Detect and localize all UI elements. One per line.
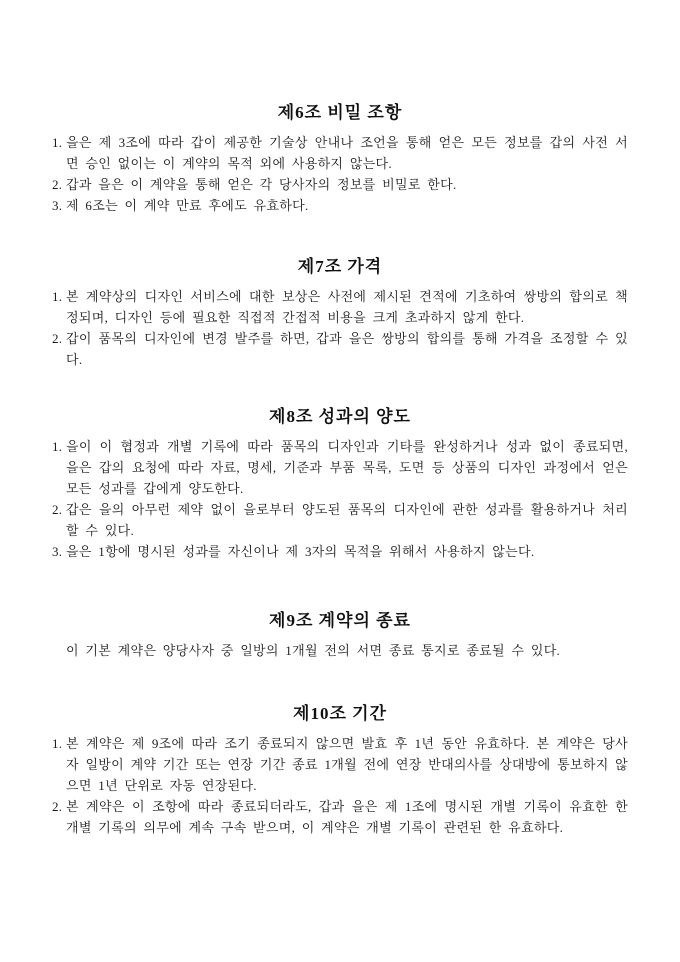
clause-item bbox=[52, 286, 628, 328]
clause-list bbox=[52, 286, 628, 370]
clause-item bbox=[52, 195, 628, 216]
section-title-article-6: 제6조 비밀 조항 bbox=[277, 103, 403, 122]
clause-text: 을은 1항에 명시된 성과를 자신이나 제 3자의 목적을 위해서 사용하지 않는다. bbox=[66, 544, 535, 559]
clause-item bbox=[52, 640, 628, 661]
clause-item bbox=[52, 436, 628, 499]
clause-list bbox=[52, 733, 628, 838]
clause-number: 3. bbox=[52, 544, 63, 559]
clause-number: 2. bbox=[52, 177, 63, 192]
clause-text: 본 계약은 제 9조에 따라 조기 종료되지 않으면 발효 후 1년 동안 유효하다. 본 계약은 당사자 일방이 계약 기간 또는 연장 기간 종료 1개월 전에 연장 반대의사를 상대방에 통보하지 않으면 1년 단위로 자동 연장된다. bbox=[66, 736, 628, 793]
section-article-9 bbox=[52, 612, 628, 661]
clause-text: 갑이 품목의 디자인에 변경 발주를 하면, 갑과 을은 쌍방의 합의를 통해 가격을 조정할 수 있다. bbox=[66, 331, 628, 367]
clause-text: 본 계약은 이 조항에 따라 종료되더라도, 갑과 을은 제 1조에 명시된 개별 기록이 유효한 한 개별 기록의 의무에 계속 구속 받으며, 이 계약은 개별 기록이 관련된 한 유효하다. bbox=[66, 799, 628, 835]
clause-number: 1. bbox=[52, 135, 63, 150]
clause-item bbox=[52, 796, 628, 838]
clause-text: 이 기본 계약은 양당사자 중 일방의 1개월 전의 서면 종료 통지로 종료될 수 있다. bbox=[66, 643, 561, 658]
clause-number: 1. bbox=[52, 289, 63, 304]
clause-text: 을이 이 협정과 개별 기록에 따라 품목의 디자인과 기타를 완성하거나 성과 없이 종료되면, 을은 갑의 요청에 따라 자료, 명세, 기준과 부품 목록, 도면 등 상품의 디자인 과정에서 얻은 모든 성과를 갑에게 양도한다. bbox=[66, 439, 628, 496]
clause-text: 을은 제 3조에 따라 갑이 제공한 기술상 안내나 조언을 통해 얻은 모든 정보를 갑의 사전 서면 승인 없이는 이 계약의 목적 외에 사용하지 않는다. bbox=[66, 135, 628, 171]
section-article-8 bbox=[52, 408, 628, 562]
clause-text: 갑과 을은 이 계약을 통해 얻은 각 당사자의 정보를 비밀로 한다. bbox=[66, 177, 457, 192]
clause-number: 2. bbox=[52, 502, 63, 517]
clause-list bbox=[52, 132, 628, 216]
clause-item bbox=[52, 733, 628, 796]
clause-text: 갑은 을의 아무런 제약 없이 을로부터 양도된 품목의 디자인에 관한 성과를 활용하거나 처리할 수 있다. bbox=[66, 502, 628, 538]
section-article-7 bbox=[52, 258, 628, 370]
section-article-10 bbox=[52, 705, 628, 838]
section-title-article-7: 제7조 가격 bbox=[297, 257, 383, 276]
clause-item bbox=[52, 328, 628, 370]
clause-text: 제 6조는 이 계약 만료 후에도 유효하다. bbox=[66, 198, 309, 213]
clause-item bbox=[52, 174, 628, 195]
clause-number: 2. bbox=[52, 799, 63, 814]
clause-number: 1. bbox=[52, 736, 63, 751]
clause-item bbox=[52, 132, 628, 174]
section-title-article-8: 제8조 성과의 양도 bbox=[269, 407, 411, 426]
section-title-article-9: 제9조 계약의 종료 bbox=[269, 611, 411, 630]
clause-list bbox=[52, 640, 628, 661]
clause-number: 3. bbox=[52, 198, 63, 213]
clause-number: 1. bbox=[52, 439, 63, 454]
clause-list bbox=[52, 436, 628, 562]
clause-number: 2. bbox=[52, 331, 63, 346]
clause-item bbox=[52, 499, 628, 541]
section-title-article-10: 제10조 기간 bbox=[293, 704, 387, 723]
clause-item bbox=[52, 541, 628, 562]
section-article-6 bbox=[52, 104, 628, 216]
clause-text: 본 계약상의 디자인 서비스에 대한 보상은 사전에 제시된 견적에 기초하여 쌍방의 합의로 책정되며, 디자인 등에 필요한 직접적 간접적 비용을 크게 초과하지 않게 한다. bbox=[66, 289, 628, 325]
